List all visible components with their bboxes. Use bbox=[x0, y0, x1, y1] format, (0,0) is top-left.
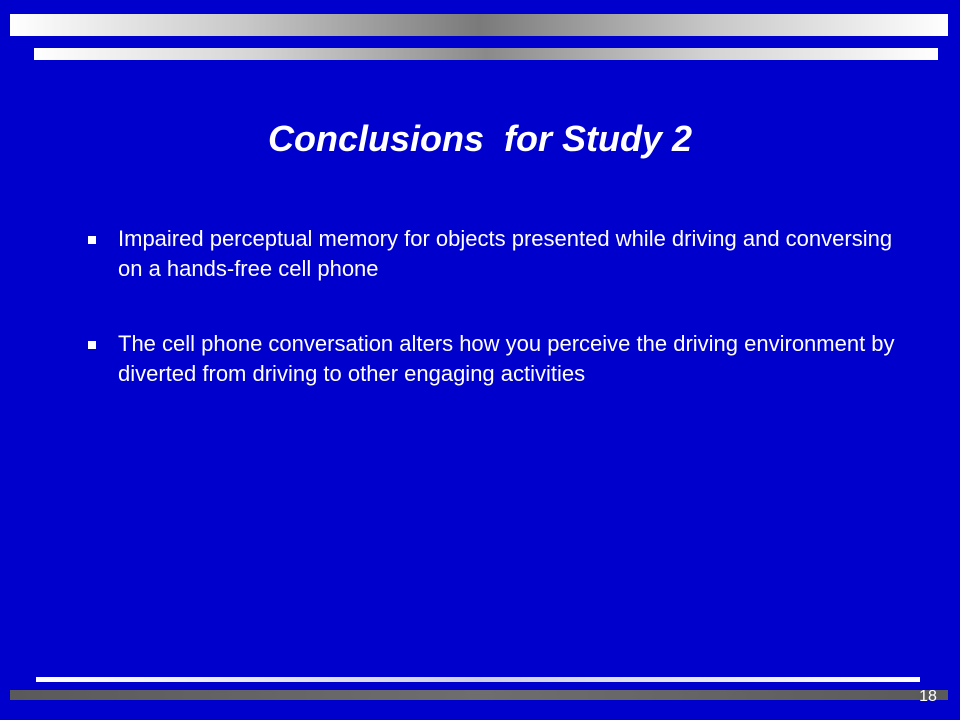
bullet-text: Impaired perceptual memory for objects presented while driving and conversing on a hands-free cell phone bbox=[118, 226, 893, 281]
bullet-item bbox=[88, 224, 908, 284]
bullet-item bbox=[88, 329, 908, 389]
slide-title: Conclusions for Study 2 bbox=[267, 118, 693, 159]
bullet-list bbox=[88, 224, 908, 434]
bullet-text: The cell phone conversation alters how you perceive the driving environment by diverted from driving to other engaging activities bbox=[118, 331, 895, 386]
top-decorative-bar bbox=[10, 14, 948, 36]
square-bullet-icon bbox=[88, 341, 96, 349]
square-bullet-icon bbox=[88, 236, 96, 244]
top-decorative-bar-secondary bbox=[34, 48, 938, 60]
page-number: 18 bbox=[919, 688, 937, 705]
bottom-decorative-bar bbox=[10, 690, 948, 700]
bottom-decorative-line bbox=[36, 677, 920, 682]
